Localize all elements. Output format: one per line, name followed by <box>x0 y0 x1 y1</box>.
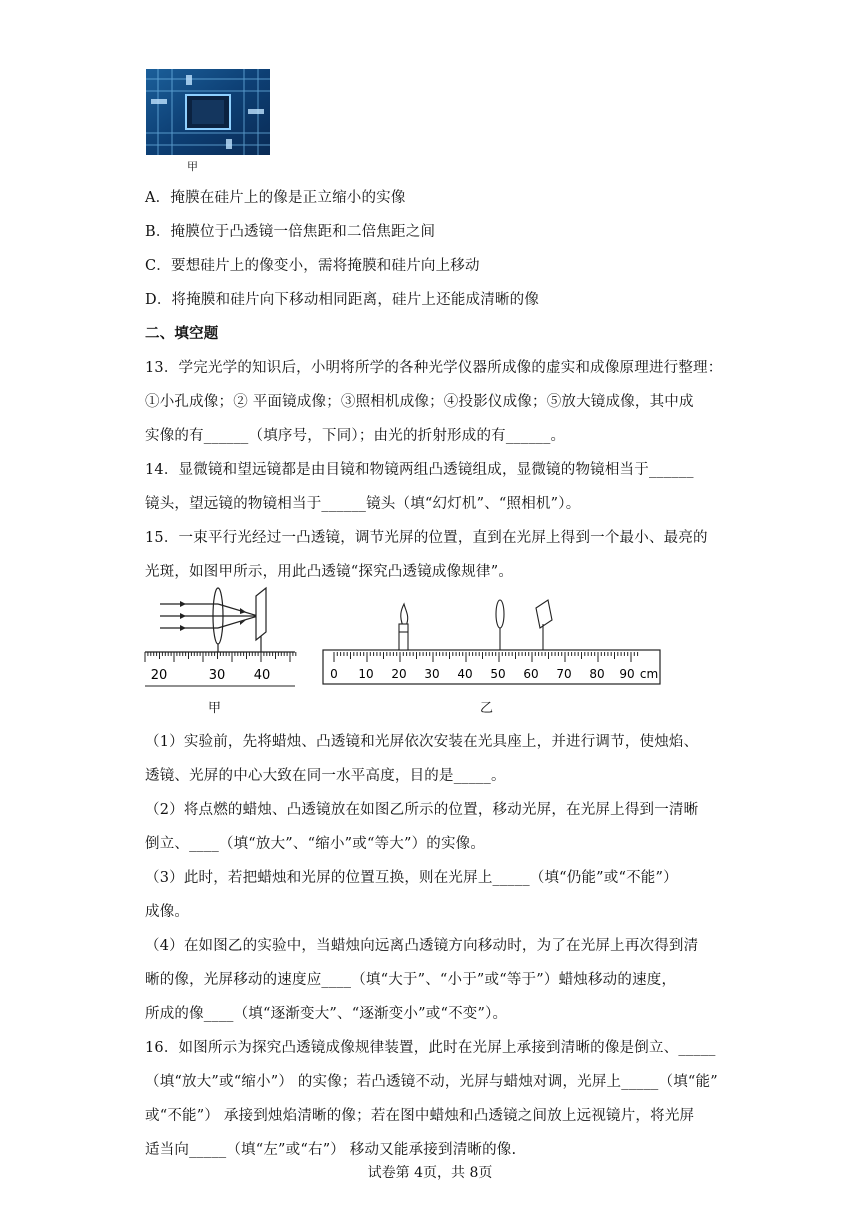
jia-tick-label: 20 <box>150 668 168 683</box>
yi-tick-label: 30 <box>424 667 440 681</box>
figure-caption-top: 甲 <box>187 160 198 173</box>
jia-tick-label: 40 <box>253 668 271 683</box>
q15-part-line: （1）实验前，先将蜡烛、凸透镜和光屏依次安装在光具座上，并进行调节，使烛焰、 <box>145 734 699 750</box>
chip-photo <box>146 69 270 155</box>
option-a: A．掩膜在硅片上的像是正立缩小的实像 <box>145 190 406 206</box>
q15-part-line: （4）在如图乙的实验中，当蜡烛向远离凸透镜方向移动时，为了在光屏上再次得到清 <box>145 938 699 954</box>
option-d: D．将掩膜和硅片向下移动相同距离，硅片上还能成清晰的像 <box>145 292 540 308</box>
yi-tick-label: 40 <box>457 667 473 681</box>
q15-part-line: （2）将点燃的蜡烛、凸透镜放在如图乙所示的位置，移动光屏，在光屏上得到一清晰 <box>145 802 699 818</box>
q15-part-line: 所成的像____（填“逐渐变大”、“逐渐变小”或“不变”）。 <box>145 1006 508 1022</box>
yi-tick-label: 0 <box>330 667 338 681</box>
q16-line: 或“不能”） 承接到烛焰清晰的像；若在图中蜡烛和凸透镜之间放上远视镜片，将光屏 <box>145 1108 695 1124</box>
figure-yi-diagram <box>320 594 665 688</box>
section-title: 二、填空题 <box>145 325 219 342</box>
yi-unit-label: cm <box>639 667 659 681</box>
q15-part-line: 透镜、光屏的中心大致在同一水平高度，目的是_____。 <box>145 768 506 784</box>
q14-line-1: 14．显微镜和望远镜都是由目镜和物镜两组凸透镜组成，显微镜的物镜相当于______ <box>145 462 694 478</box>
yi-tick-label: 90 <box>619 667 635 681</box>
yi-tick-label: 70 <box>556 667 572 681</box>
q13-line-2: ①小孔成像；② 平面镜成像；③照相机成像；④投影仪成像；⑤放大镜成像，其中成 <box>145 394 694 410</box>
yi-tick-label: 80 <box>589 667 605 681</box>
q15-part-line: 成像。 <box>145 904 190 920</box>
q13-line-3: 实像的有______（填序号，下同）；由光的折射形成的有______。 <box>145 428 566 444</box>
yi-tick-label: 20 <box>391 667 407 681</box>
q15-line-1: 15．一束平行光经过一凸透镜，调节光屏的位置，直到在光屏上得到一个最小、最亮的 <box>145 530 708 546</box>
q14-line-2: 镜头，望远镜的物镜相当于______镜头（填“幻灯机”、“照相机”）。 <box>145 496 581 512</box>
q15-part-line: 倒立、____（填“放大”、“缩小”或“等大”）的实像。 <box>145 836 486 852</box>
page-footer: 试卷第 4页，共 8页 <box>367 1165 493 1181</box>
q16-line: 适当向_____（填“左”或“右”） 移动又能承接到清晰的像. <box>145 1142 517 1158</box>
q13-line-1: 13．学完光学的知识后，小明将所学的各种光学仪器所成像的虚实和成像原理进行整理： <box>145 360 723 376</box>
q16-line: （填“放大”或“缩小”） 的实像；若凸透镜不动，光屏与蜡烛对调，光屏上_____（填“能” <box>145 1074 718 1090</box>
yi-tick-label: 60 <box>523 667 539 681</box>
figure-jia-caption: 甲 <box>208 701 222 716</box>
jia-tick-label: 30 <box>208 668 226 683</box>
option-b: B．掩膜位于凸透镜一倍焦距和二倍焦距之间 <box>145 224 436 240</box>
q15-part-line: 晰的像，光屏移动的速度应____（填“大于”、“小于”或“等于”）蜡烛移动的速度， <box>145 972 677 988</box>
figure-jia-diagram <box>140 582 300 692</box>
yi-tick-label: 50 <box>490 667 506 681</box>
option-c: C．要想硅片上的像变小，需将掩膜和硅片向上移动 <box>145 258 480 274</box>
q16-line: 16．如图所示为探究凸透镜成像规律装置，此时在光屏上承接到清晰的像是倒立、_____ <box>145 1040 716 1056</box>
figure-yi-caption: 乙 <box>480 701 494 716</box>
q15-part-line: （3）此时，若把蜡烛和光屏的位置互换，则在光屏上_____（填“仍能”或“不能”） <box>145 870 678 886</box>
q15-line-2: 光斑，如图甲所示，用此凸透镜“探究凸透镜成像规律”。 <box>145 564 514 580</box>
yi-tick-label: 10 <box>358 667 374 681</box>
